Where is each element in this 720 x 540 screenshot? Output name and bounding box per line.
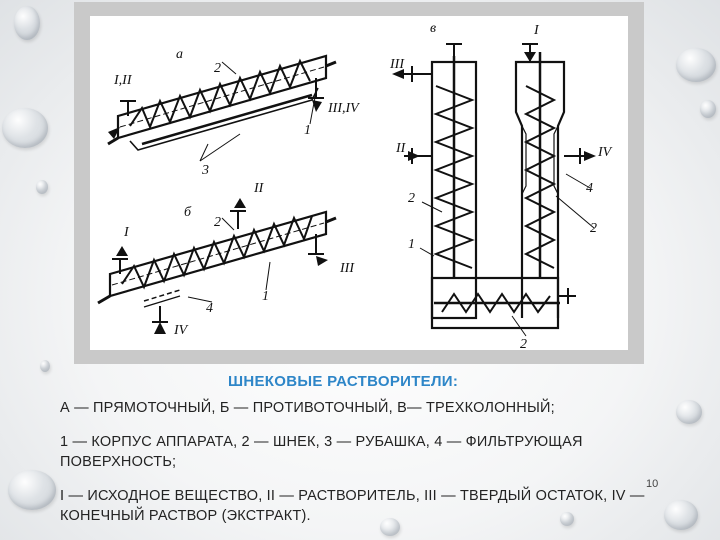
label-b-extract: IV (174, 323, 188, 338)
panel-label-b: б (184, 205, 192, 220)
apparatus-c (404, 44, 588, 328)
label-c-body: 1 (408, 237, 415, 252)
label-a-body: 1 (304, 123, 311, 138)
page-number: 10 (646, 478, 659, 490)
water-drop (8, 470, 56, 510)
label-c-filter: 4 (586, 181, 593, 196)
water-drop (14, 6, 40, 40)
label-c-solvent: II (396, 141, 406, 156)
label-c-residue: III (390, 57, 404, 72)
screw-extractor-diagram (90, 16, 628, 350)
label-b-screw: 2 (214, 215, 221, 230)
label-b-feed: I (124, 225, 129, 240)
label-c-screw-left: 2 (408, 191, 415, 206)
water-drop (380, 518, 400, 536)
panel-label-a: а (176, 47, 183, 62)
caption-title: ШНЕКОВЫЕ РАСТВОРИТЕЛИ: (228, 373, 459, 390)
water-drop (560, 512, 574, 526)
caption-legend-flows: I — ИСХОДНОЕ ВЕЩЕСТВО, II — РАСТВОРИТЕЛЬ, III — ТВЕРДЫЙ ОСТАТОК, IV — (60, 488, 645, 504)
water-drop (664, 500, 698, 530)
water-drop (676, 400, 702, 424)
caption-legend-parts-cont: ПОВЕРХНОСТЬ; (60, 454, 177, 470)
figure-panel (90, 16, 628, 350)
label-c-screw-right: 2 (590, 221, 597, 236)
caption-legend-flows-cont: КОНЕЧНЫЙ РАСТВОР (ЭКСТРАКТ). (60, 508, 311, 524)
apparatus-a (108, 56, 336, 161)
label-a-screw: 2 (214, 61, 221, 76)
water-drop (676, 48, 716, 82)
label-b-body: 1 (262, 289, 269, 304)
label-a-jacket: 3 (202, 163, 209, 178)
label-b-residue: III (340, 261, 354, 276)
label-c-feed: I (534, 23, 539, 38)
label-b-filter: 4 (206, 301, 213, 316)
figure-frame (74, 2, 644, 364)
water-drop (700, 100, 716, 118)
label-c-extract: IV (598, 145, 612, 160)
water-drop (40, 360, 50, 372)
label-a-feed: I,II (114, 73, 132, 88)
label-a-outlet: III,IV (328, 101, 359, 116)
label-c-screw-bottom: 2 (520, 337, 527, 350)
label-b-solvent: II (254, 181, 264, 196)
caption-legend-parts: 1 — КОРПУС АППАРАТА, 2 — ШНЕК, 3 — РУБАШКА, 4 — ФИЛЬТРУЮЩАЯ (60, 434, 583, 450)
caption-legend-types: А — ПРЯМОТОЧНЫЙ, Б — ПРОТИВОТОЧНЫЙ, В— ТРЕХКОЛОННЫЙ; (60, 400, 555, 416)
water-drop (2, 108, 48, 148)
panel-label-c: в (430, 21, 437, 36)
water-drop (36, 180, 48, 194)
